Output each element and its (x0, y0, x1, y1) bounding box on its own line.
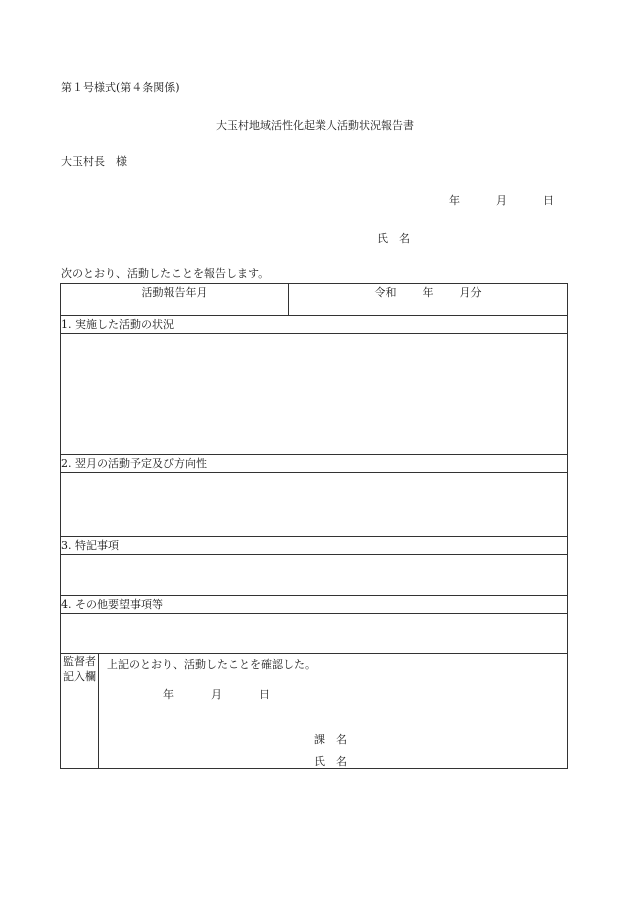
intro-text: 次のとおり、活動したことを報告します。 (61, 267, 270, 280)
supervisor-day-label: 日 (259, 688, 270, 701)
section-3-field[interactable] (61, 555, 568, 596)
section-4-label: 4. その他要望事項等 (61, 596, 568, 614)
report-month-value[interactable] (289, 284, 568, 316)
supervisor-year-label: 年 (163, 688, 174, 701)
section-2-label: 2. 翌月の活動予定及び方向性 (61, 455, 568, 473)
report-month-month: 月分 (459, 286, 482, 299)
supervisor-row (61, 654, 568, 769)
reporter-name-label: 氏 名 (377, 232, 410, 245)
report-table (60, 283, 568, 769)
report-month-year: 年 (422, 286, 434, 299)
date-day-label: 日 (543, 194, 554, 207)
section-header-row (61, 316, 568, 334)
section-3-label: 3. 特記事項 (61, 537, 568, 555)
supervisor-month-label: 月 (211, 688, 222, 701)
report-month-label: 活動報告年月 (61, 284, 289, 316)
addressee: 大玉村長 様 (61, 155, 127, 168)
supervisor-confirm-text: 上記のとおり、活動したことを確認した。 (107, 658, 316, 671)
supervisor-dept-label: 課 名 (314, 733, 347, 746)
section-2-field[interactable] (61, 473, 568, 537)
form-number: 第１号様式(第４条関係) (61, 81, 180, 94)
section-1-field[interactable] (61, 334, 568, 455)
report-month-row (61, 284, 568, 316)
report-month-era: 令和 (374, 286, 397, 299)
section-body-row (61, 334, 568, 455)
supervisor-label-line2: 記入欄 (63, 670, 96, 683)
supervisor-label-line1: 監督者 (63, 655, 96, 668)
section-header-row (61, 596, 568, 614)
document-title: 大玉村地域活性化起業人活動状況報告書 (216, 119, 414, 132)
supervisor-label (61, 654, 99, 769)
supervisor-field[interactable] (99, 654, 568, 769)
section-header-row (61, 455, 568, 473)
supervisor-name-label: 氏 名 (314, 755, 347, 768)
section-body-row (61, 555, 568, 596)
section-body-row (61, 614, 568, 654)
date-year-label: 年 (449, 194, 460, 207)
section-4-field[interactable] (61, 614, 568, 654)
section-1-label: 1. 実施した活動の状況 (61, 316, 568, 334)
date-month-label: 月 (496, 194, 507, 207)
section-body-row (61, 473, 568, 537)
section-header-row (61, 537, 568, 555)
